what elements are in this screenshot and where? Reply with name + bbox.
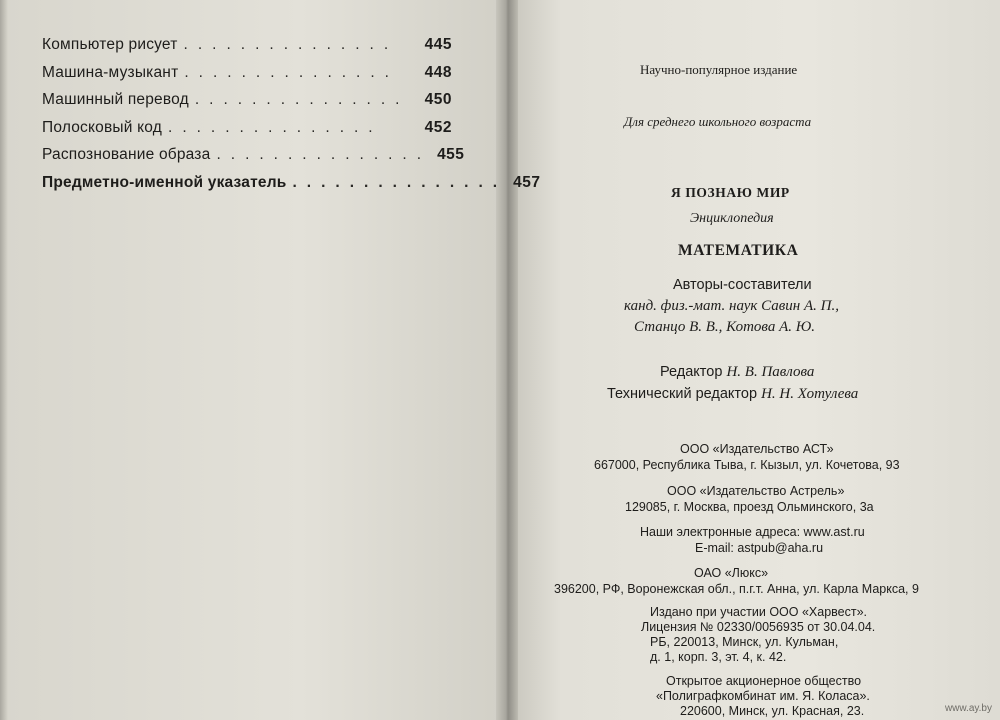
toc-entry-page: 445 — [424, 36, 452, 53]
toc-entry-title: Распознование образа — [42, 146, 211, 164]
tech-editor-line — [607, 386, 858, 403]
toc-leader-dots: ............... — [184, 63, 399, 81]
editor-line — [660, 364, 814, 381]
authors-line: Станцо В. В., Котова А. Ю. — [634, 319, 815, 335]
toc-entry-title: Предметно-именной указатель — [42, 173, 287, 191]
printer-line: 220600, Минск, ул. Красная, 23. — [680, 704, 865, 718]
harvest-address: д. 1, корп. 3, эт. 4, к. 42. — [650, 650, 787, 664]
toc-entry-page: 457 — [513, 173, 541, 191]
authors-heading: Авторы-составители — [673, 277, 812, 293]
genre: Энциклопедия — [690, 211, 774, 226]
toc-entry-page: 452 — [424, 118, 452, 136]
publisher-address: 667000, Республика Тыва, г. Кызыл, ул. Кочетова, 93 — [594, 458, 900, 472]
watermark: www.ay.by — [944, 703, 992, 714]
harvest-note: Издано при участии ООО «Харвест». — [650, 605, 868, 619]
toc-entry-title: Компьютер рисует — [42, 36, 178, 53]
toc-entry-page: 448 — [424, 63, 452, 81]
toc-leader-dots: ............... — [216, 146, 432, 164]
company-name: ОАО «Люкс» — [694, 566, 769, 580]
license-line: Лицензия № 02330/0056935 от 30.04.04. — [641, 620, 876, 634]
series-title: Я ПОЗНАЮ МИР — [671, 185, 790, 200]
editor-name: Н. В. Павлова — [726, 364, 815, 380]
company-address: 396200, РФ, Воронежская обл., п.г.т. Анна, ул. Карла Маркса, 9 — [554, 582, 919, 596]
toc-entry-page: 450 — [424, 91, 452, 109]
email-address: E-mail: astpub@aha.ru — [695, 541, 824, 555]
toc-entry-title: Полосковый код — [42, 118, 163, 136]
publisher-address: 129085, г. Москва, проезд Ольминского, 3а — [625, 500, 874, 514]
toc-entry-page: 455 — [437, 146, 465, 164]
toc-entry-title: Машинный перевод — [42, 91, 189, 109]
printer-line: Открытое акционерное общество — [666, 674, 862, 688]
toc-leader-dots: ............... — [194, 91, 410, 109]
editor-label: Редактор — [660, 364, 723, 380]
toc-entry-title: Машина-музыкант — [42, 63, 179, 81]
toc-leader-dots: ............... — [292, 173, 508, 191]
toc-leader-dots: ............... — [183, 36, 399, 53]
book-title: МАТЕМАТИКА — [678, 242, 799, 259]
printer-line: «Полиграфкомбинат им. Я. Коласа». — [656, 689, 870, 703]
publisher-name: ООО «Издательство Астрель» — [667, 484, 845, 498]
audience: Для среднего школьного возраста — [624, 114, 812, 129]
authors-line: канд. физ.-мат. наук Савин А. П., — [624, 298, 839, 314]
harvest-address: РБ, 220013, Минск, ул. Кульман, — [650, 635, 839, 649]
publisher-name: ООО «Издательство АСТ» — [680, 442, 834, 456]
tech-editor-label: Технический редактор — [607, 386, 758, 402]
edition-type: Научно-популярное издание — [640, 62, 798, 77]
tech-editor-name: Н. Н. Хотулева — [761, 386, 859, 402]
toc-leader-dots: ............... — [168, 118, 383, 136]
web-address: Наши электронные адреса: www.ast.ru — [640, 525, 865, 539]
